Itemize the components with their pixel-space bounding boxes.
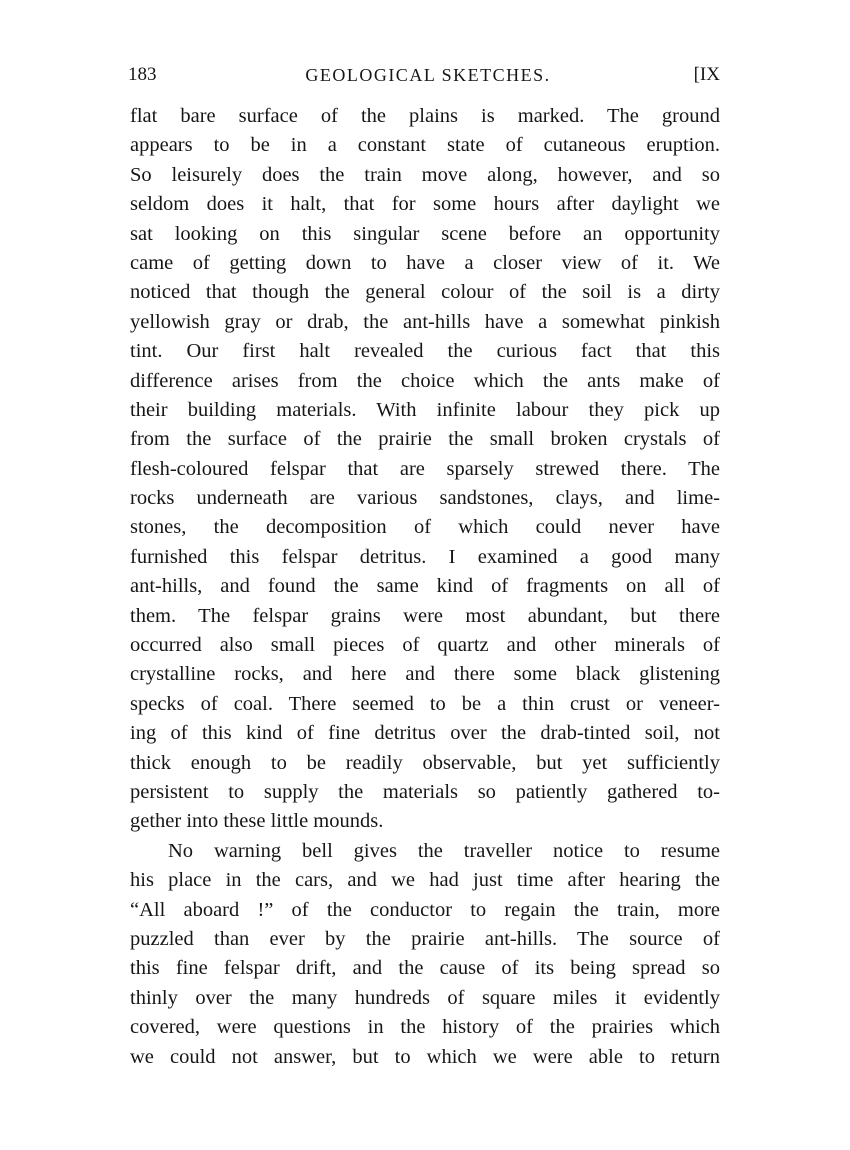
text-line: thick enough to be readily observable, but yet sufficiently	[130, 751, 720, 774]
text-line: sat looking on this singular scene before an opportunity	[130, 222, 720, 245]
text-line: yellowish gray or drab, the ant-hills have a somewhat pinkish	[130, 310, 720, 333]
text-line: puzzled than ever by the prairie ant-hills. The source of	[130, 927, 720, 950]
chapter-reference: [IX	[693, 64, 720, 85]
text-line: appears to be in a constant state of cutaneous eruption.	[130, 134, 720, 157]
text-line: rocks underneath are various sandstones, clays, and lime-	[130, 487, 720, 510]
text-line: from the surface of the prairie the small broken crystals of	[130, 428, 720, 451]
text-line: tint. Our first halt revealed the curious fact that this	[130, 340, 720, 363]
text-line: covered, were questions in the history of the prairies which	[130, 1016, 720, 1039]
text-line: ant-hills, and found the same kind of fragments on all of	[130, 575, 720, 598]
running-head	[128, 60, 728, 90]
text-line: we could not answer, but to which we were able to return	[130, 1045, 720, 1068]
text-line: thinly over the many hundreds of square miles it evidently	[130, 986, 720, 1009]
text-line: ing of this kind of fine detritus over the drab-tinted soil, not	[130, 722, 720, 745]
text-line: came of getting down to have a closer view of it. We	[130, 251, 720, 274]
text-line: difference arises from the choice which the ants make of	[130, 369, 720, 392]
text-line: No warning bell gives the traveller notice to resume	[168, 839, 720, 862]
paragraph-2	[130, 837, 720, 1072]
text-line: So leisurely does the train move along, however, and so	[130, 163, 720, 186]
text-line: flesh-coloured felspar that are sparsely strewed there. The	[130, 457, 720, 480]
page-number: 183	[128, 64, 157, 85]
text-line: their building materials. With infinite labour they pick up	[130, 398, 720, 421]
text-line: his place in the cars, and we had just time after hearing the	[130, 869, 720, 892]
text-line: persistent to supply the materials so patiently gathered to-	[130, 780, 720, 803]
text-line: noticed that though the general colour of the soil is a dirty	[130, 281, 720, 304]
text-line: “All aboard !” of the conductor to regain the train, more	[130, 898, 720, 921]
text-line: specks of coal. There seemed to be a thin crust or veneer-	[130, 692, 720, 715]
text-line: stones, the decomposition of which could never have	[130, 516, 720, 539]
paragraph-1	[130, 102, 720, 837]
text-line: them. The felspar grains were most abundant, but there	[130, 604, 720, 627]
text-line: seldom does it halt, that for some hours after daylight we	[130, 193, 720, 216]
text-line: occurred also small pieces of quartz and other minerals of	[130, 634, 720, 657]
text-line: furnished this felspar detritus. I examined a good many	[130, 545, 720, 568]
text-line: flat bare surface of the plains is marked. The ground	[130, 105, 720, 127]
text-line: this fine felspar drift, and the cause of its being spread so	[130, 957, 720, 980]
text-line: crystalline rocks, and here and there some black glistening	[130, 663, 720, 686]
body-text	[130, 102, 720, 1072]
text-line: gether into these little mounds.	[130, 810, 384, 833]
running-title: GEOLOGICAL SKETCHES.	[305, 65, 551, 85]
